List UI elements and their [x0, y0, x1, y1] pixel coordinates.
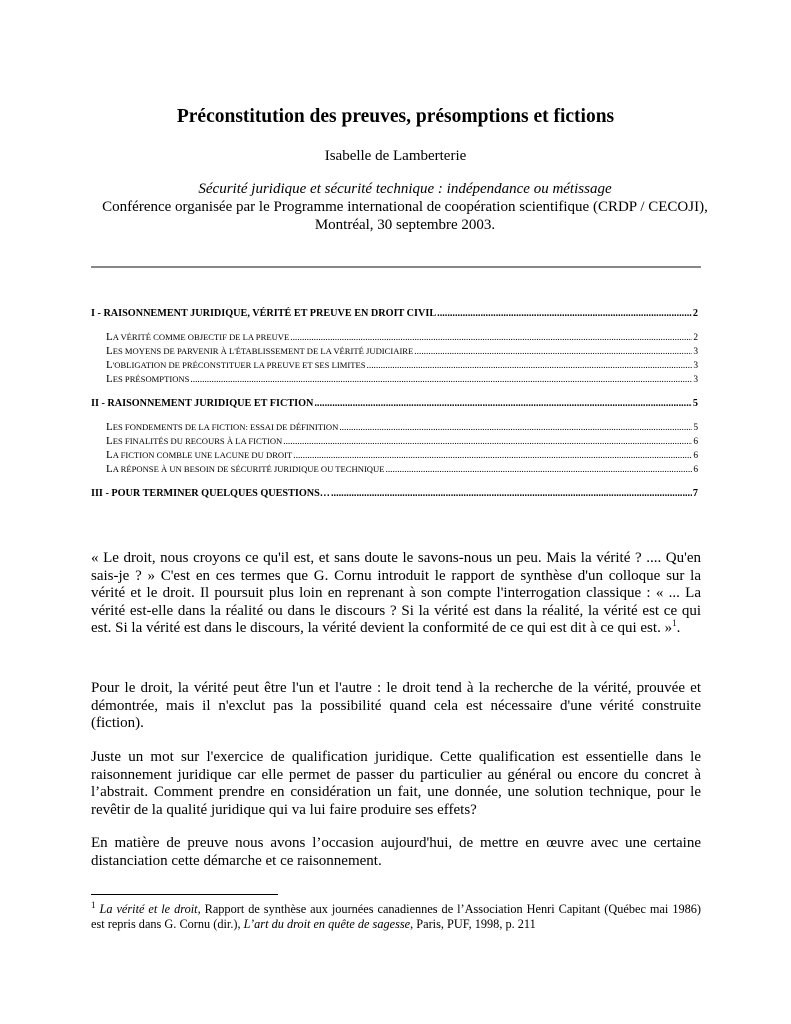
- toc-entry-page: 6: [693, 437, 698, 447]
- toc-entry-label: LES PRÉSOMPTIONS: [106, 373, 190, 385]
- toc-entry-8[interactable]: [106, 435, 698, 448]
- author-name: Isabelle de Lamberterie: [324, 148, 467, 164]
- document-title: Préconstitution des preuves, présomptions et fictions: [176, 106, 615, 127]
- toc-leader-dots: [290, 333, 692, 343]
- toc-entry-page: 5: [692, 398, 698, 409]
- toc-entry-page: 2: [693, 333, 698, 343]
- toc-entry-label: LA RÉPONSE À UN BESOIN DE SÉCURITÉ JURIDIQUE OU TECHNIQUE: [106, 463, 385, 475]
- conference-details: Conférence organisée par le Programme international de coopération scientifique (CRDP / CECOJI), Montréal, 30 septembre 2003.: [102, 199, 708, 233]
- footnote-number: 1: [91, 899, 96, 910]
- toc-entry-label: I - RAISONNEMENT JURIDIQUE, VÉRITÉ ET PREUVE EN DROIT CIVIL: [91, 308, 437, 319]
- toc-entry-1[interactable]: [91, 308, 698, 321]
- toc-leader-dots: [437, 308, 692, 319]
- toc-leader-dots: [283, 437, 692, 447]
- toc-entry-page: 3: [693, 375, 698, 385]
- conference-info: [100, 180, 710, 234]
- toc-entry-10[interactable]: [106, 463, 698, 476]
- toc-entry-label: LA FICTION COMBLE UNE LACUNE DU DROIT: [106, 449, 293, 461]
- footnote: $^1$ La vérité et le droit, Rapport de synthèse aux journées canadiennes de l’Association Henri Capitant (Québec mai 1986) est repris dans G. Cornu (dir.), L’art du droit en quête de sagesse, Paris, PUF, 1998, p. 211: [91, 899, 702, 931]
- toc-leader-dots: [367, 361, 693, 371]
- header-divider: [91, 266, 701, 268]
- toc-entry-page: 3: [693, 347, 698, 357]
- toc-leader-dots: [385, 465, 692, 475]
- paragraph-2: Pour le droit, la vérité peut être l'un et l'autre : le droit tend à la recherche de la vérité, prouvée et démontrée, mais il n'exclut pas la possibilité quand cela est nécessaire d'une vérité construite (fiction).: [91, 680, 701, 732]
- toc-entry-page: 6: [693, 465, 698, 475]
- toc-entry-3[interactable]: [106, 345, 698, 358]
- toc-entry-label: III - POUR TERMINER QUELQUES QUESTIONS…: [91, 488, 330, 499]
- toc-entry-9[interactable]: [106, 449, 698, 462]
- footnote-title-1: La vérité et le droit: [99, 902, 198, 916]
- footnote-divider: [91, 894, 278, 895]
- toc-leader-dots: [414, 347, 692, 357]
- toc-entry-label: II - RAISONNEMENT JURIDIQUE ET FICTION: [91, 398, 314, 409]
- toc-entry-label: L'OBLIGATION DE PRÉCONSTITUER LA PREUVE ET SES LIMITES: [106, 359, 366, 371]
- conference-subtitle: Sécurité juridique et sécurité technique : indépendance ou métissage: [198, 181, 612, 197]
- toc-entry-label: LES FONDEMENTS DE LA FICTION: ESSAI DE DÉFINITION: [106, 421, 339, 433]
- toc-entry-4[interactable]: [106, 359, 698, 372]
- paragraph-4: En matière de preuve nous avons l’occasion aujourd'hui, de mettre en œuvre avec une certaine distanciation cette démarche et ce raisonnement.: [91, 835, 701, 869]
- toc-leader-dots: [190, 375, 692, 385]
- toc-entry-5[interactable]: [106, 373, 698, 386]
- toc-entry-6[interactable]: [91, 398, 698, 411]
- footnote-title-2: L’art du droit en quête de sagesse: [243, 917, 411, 931]
- paragraph-1: « Le droit, nous croyons ce qu'il est, et sans doute le savons-nous un peu. Mais la vérité ? .... Qu'en sais-je ? » C'est en ces termes que G. Cornu introduit le rapport de synthèse d'un colloque sur la vérité et le droit. Il poursuit plus loin en reprenant à son compte l'interrogation classique : « ... La vérité est-elle dans la réalité ou dans le discours ? Si la vérité est dans la réalité, la vérité est ce qui est. Si la vérité est dans le discours, la vérité devient la conformité de ce qui est dit à ce qui est. »$^1$.: [91, 550, 701, 637]
- toc-entry-11[interactable]: [91, 488, 698, 501]
- toc-entry-2[interactable]: [106, 331, 698, 344]
- toc-leader-dots: [339, 423, 692, 433]
- paragraph-3: Juste un mot sur l'exercice de qualification juridique. Cette qualification est essentielle dans le raisonnement juridique car elle permet de passer du particulier au général ou encore du concret à l’abstrait. Comment prendre en considération un fait, une donnée, une solution technique, pour le revêtir de la qualité juridique qui va lui faire produire ses effets?: [91, 749, 701, 818]
- toc-entry-label: LES FINALITÉS DU RECOURS À LA FICTION: [106, 435, 283, 447]
- toc-leader-dots: [293, 451, 692, 461]
- toc-entry-label: LA VÉRITÉ COMME OBJECTIF DE LA PREUVE: [106, 331, 290, 343]
- toc-leader-dots: [331, 488, 692, 499]
- toc-entry-7[interactable]: [106, 421, 698, 434]
- toc-entry-page: 7: [692, 488, 698, 499]
- toc-entry-page: 3: [693, 361, 698, 371]
- toc-entry-page: 2: [692, 308, 698, 319]
- toc-leader-dots: [314, 398, 692, 409]
- toc-entry-page: 6: [693, 451, 698, 461]
- toc-entry-label: LES MOYENS DE PARVENIR À L'ÉTABLISSEMENT DE LA VÉRITÉ JUDICIAIRE: [106, 345, 414, 357]
- toc-entry-page: 5: [693, 423, 698, 433]
- footnote-reference[interactable]: 1: [672, 618, 677, 629]
